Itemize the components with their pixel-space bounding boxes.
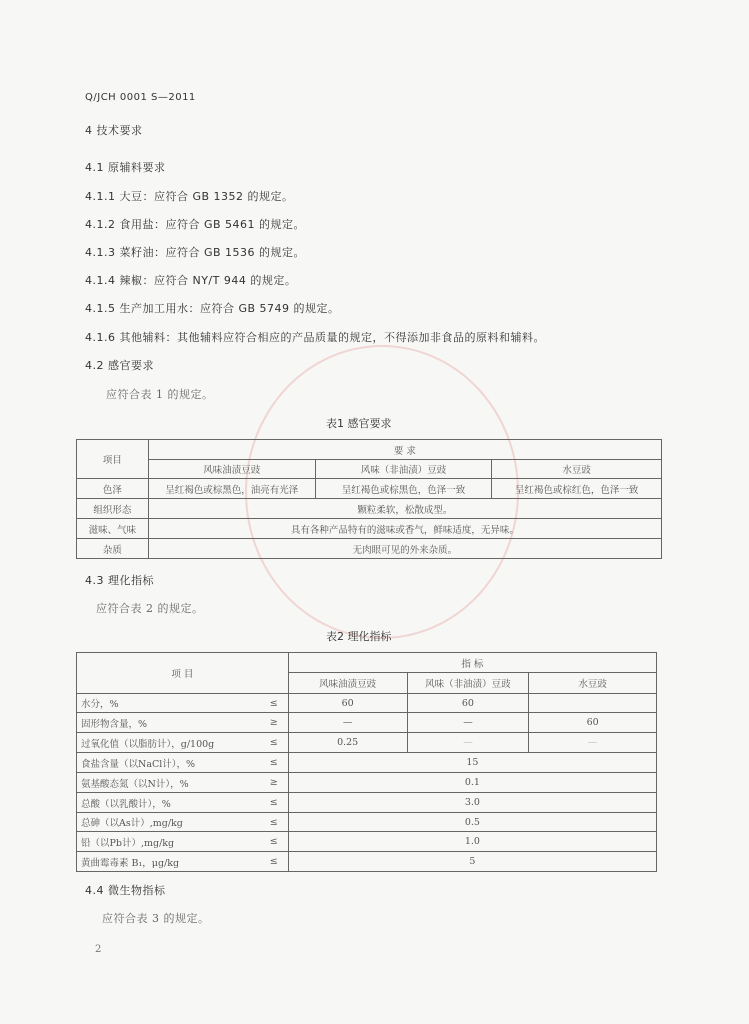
table1-col-header: 风味油渍豆豉: [148, 460, 315, 479]
table1-cell: 呈红褐色或棕黑色，色泽一致: [315, 479, 492, 499]
table2-cell: —: [407, 713, 529, 733]
item-4-1-5: 4.1.5 生产加工用水：应符合 GB 5749 的规定。: [85, 302, 340, 315]
table2-row-label: 铅（以Pb计）,mg/kg: [77, 832, 257, 852]
table1-row-label: 组织形态: [77, 499, 149, 519]
item-4-1-4: 4.1.4 辣椒：应符合 NY/T 944 的规定。: [85, 274, 297, 287]
table2-row-label: 总砷（以As计）,mg/kg: [77, 813, 257, 832]
table2-cell: 5: [288, 852, 656, 872]
table2-cell: 1.0: [288, 832, 656, 852]
table2-cell: —: [529, 733, 657, 753]
table2-col-header: 风味油渍豆豉: [288, 673, 407, 694]
table1-row-label: 滋味、气味: [77, 519, 149, 539]
table2-cell: 0.25: [288, 733, 407, 753]
table2-caption: 表2 理化指标: [326, 630, 392, 643]
table1-cell: 无肉眼可见的外来杂质。: [148, 539, 661, 559]
item-4-1-1: 4.1.1 大豆：应符合 GB 1352 的规定。: [85, 190, 294, 203]
section-4-4-body: 应符合表 3 的规定。: [102, 912, 210, 925]
table1-col-header: 风味（非油渍）豆豉: [315, 460, 492, 479]
table2-row-symbol: ≤: [256, 832, 288, 852]
table1-row-label: 杂质: [77, 539, 149, 559]
table2-cell: 3.0: [288, 793, 656, 813]
table1-header-item: 项目: [77, 440, 149, 479]
table2-row-label: 黄曲霉毒素 B₁，μg/kg: [77, 852, 257, 872]
table2-header-item: 项 目: [77, 653, 289, 694]
table2-row-symbol: ≥: [256, 713, 288, 733]
table2-cell: 60: [288, 694, 407, 713]
item-4-1-6: 4.1.6 其他辅料：其他辅料应符合相应的产品质量的规定，不得添加非食品的原料和辅料。: [85, 331, 545, 344]
table2-cell: 60: [529, 713, 657, 733]
table1-header-requirements: 要 求: [148, 440, 661, 460]
table1-cell: 呈红褐色或棕黑色，油亮有光泽: [148, 479, 315, 499]
section-4-4-heading: 4.4 微生物指标: [85, 884, 166, 897]
section-4-1-heading: 4.1 原辅料要求: [85, 161, 166, 174]
table1-col-header: 水豆豉: [492, 460, 662, 479]
item-4-1-3: 4.1.3 菜籽油：应符合 GB 1536 的规定。: [85, 246, 306, 259]
table2-cell: [529, 694, 657, 713]
table-physicochemical: [76, 652, 657, 872]
item-4-1-2: 4.1.2 食用盐：应符合 GB 5461 的规定。: [85, 218, 306, 231]
table2-cell: 15: [288, 753, 656, 773]
table2-row-symbol: ≤: [256, 813, 288, 832]
table-sensory: [76, 439, 662, 559]
table2-row-label: 氨基酸态氮（以N计），%: [77, 773, 257, 793]
section-4-2-body: 应符合表 1 的规定。: [106, 388, 214, 401]
table2-row-symbol: ≤: [256, 852, 288, 872]
table2-row-label: 水分，%: [77, 694, 257, 713]
table2-cell: 60: [407, 694, 529, 713]
section-4-3-heading: 4.3 理化指标: [85, 574, 154, 587]
table2-row-symbol: ≤: [256, 793, 288, 813]
table2-col-header: 风味（非油渍）豆豉: [407, 673, 529, 694]
table1-caption: 表1 感官要求: [326, 417, 392, 430]
table1-cell: 具有各种产品特有的滋味或香气，鲜味适度，无异味。: [148, 519, 661, 539]
table2-col-header: 水豆豉: [529, 673, 657, 694]
table1-cell: 颗粒柔软，松散成型。: [148, 499, 661, 519]
section-4-3-body: 应符合表 2 的规定。: [96, 602, 204, 615]
table2-cell: 0.5: [288, 813, 656, 832]
table2-row-symbol: ≤: [256, 733, 288, 753]
page-number: 2: [95, 944, 102, 955]
section-4-heading: 4 技术要求: [85, 124, 143, 137]
table2-row-label: 总酸（以乳酸计），%: [77, 793, 257, 813]
table2-row-label: 食盐含量（以NaCl计），%: [77, 753, 257, 773]
doc-header: Q/JCH 0001 S—2011: [85, 92, 196, 103]
table2-cell: —: [407, 733, 529, 753]
table2-header-indicators: 指 标: [288, 653, 656, 673]
table1-row-label: 色泽: [77, 479, 149, 499]
table2-row-label: 过氧化值（以脂肪计），g/100g: [77, 733, 257, 753]
table2-cell: 0.1: [288, 773, 656, 793]
table1-cell: 呈红褐色或棕红色，色泽一致: [492, 479, 662, 499]
table2-row-label: 固形物含量，%: [77, 713, 257, 733]
table2-row-symbol: ≤: [256, 753, 288, 773]
table2-row-symbol: ≤: [256, 694, 288, 713]
section-4-2-heading: 4.2 感官要求: [85, 359, 154, 372]
table2-cell: —: [288, 713, 407, 733]
table2-row-symbol: ≥: [256, 773, 288, 793]
